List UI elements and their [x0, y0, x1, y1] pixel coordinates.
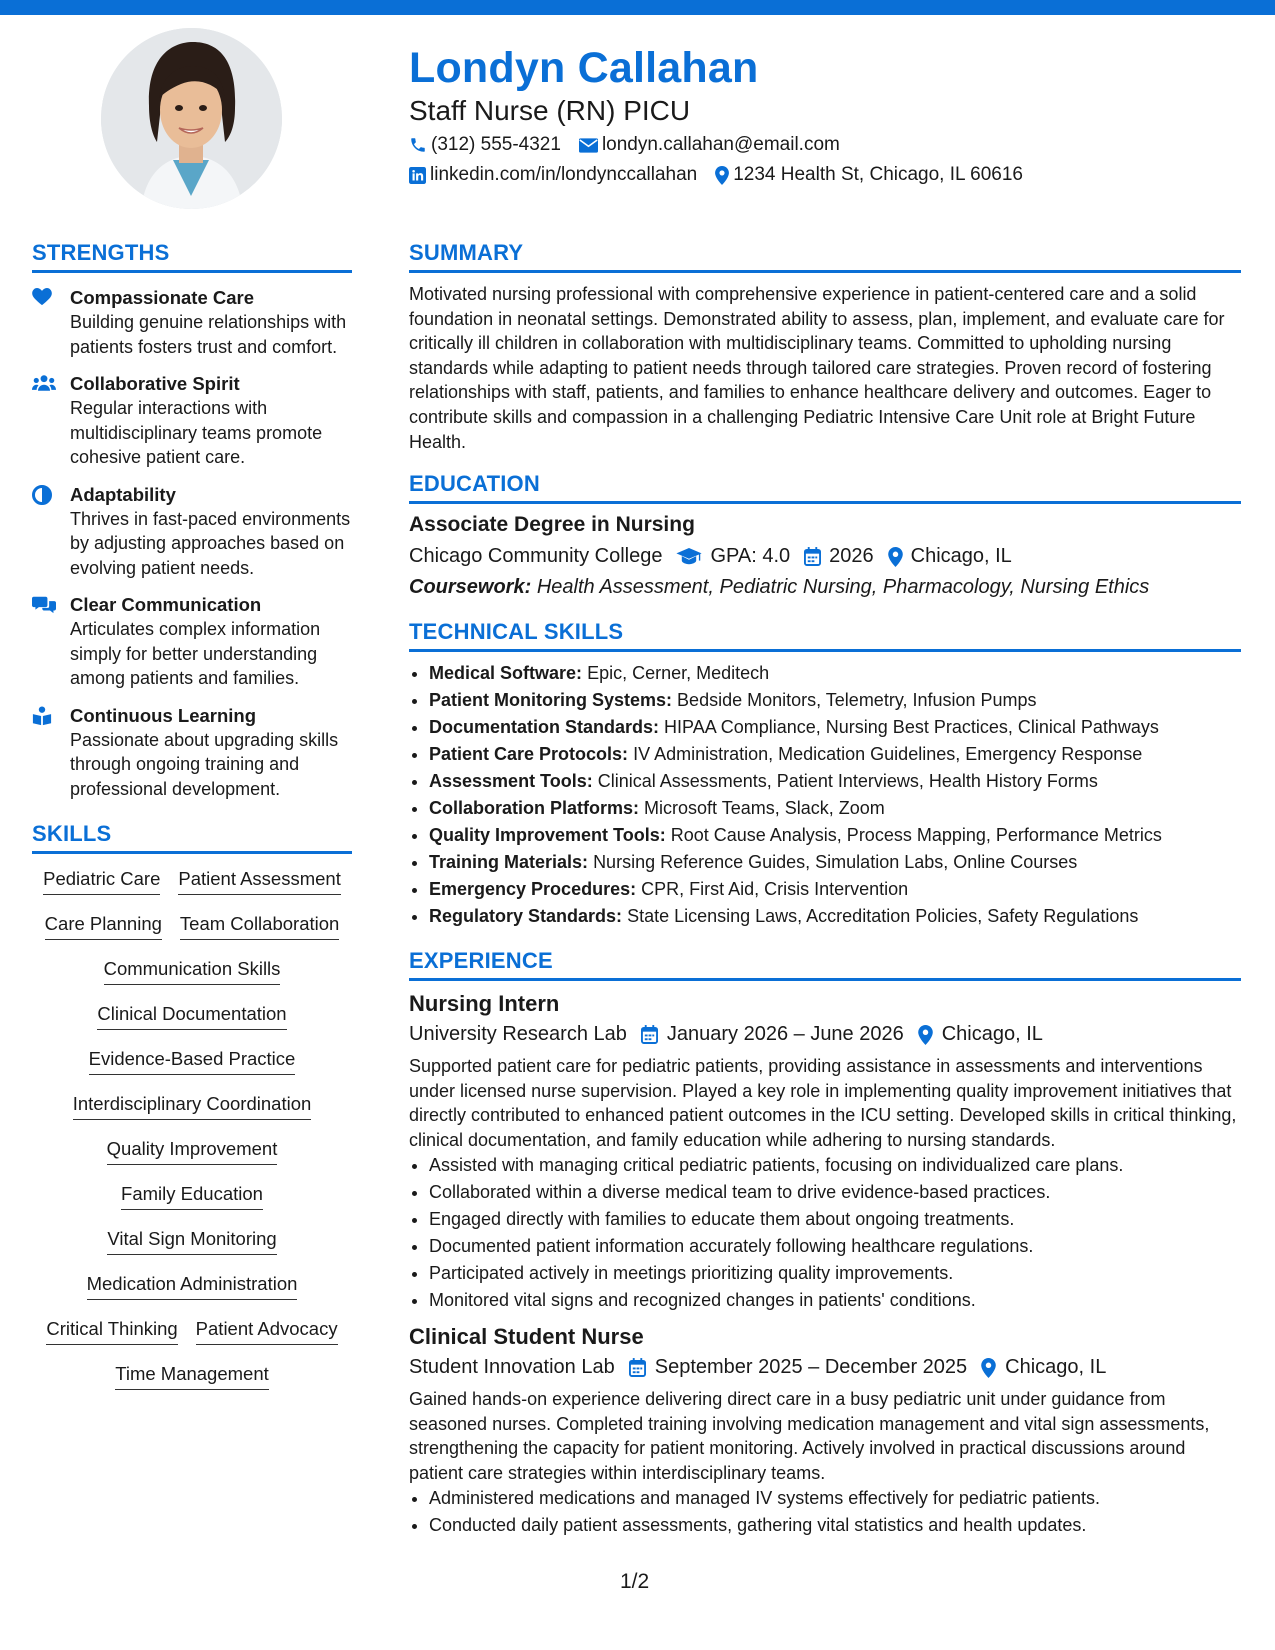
list-item: • Participated actively in meetings prioritizing quality improvements. [429, 1260, 1241, 1287]
location-pin-icon [715, 166, 729, 185]
company-name: University Research Lab [409, 1023, 627, 1046]
degree-title: Associate Degree in Nursing [409, 513, 695, 537]
candidate-title: Staff Nurse (RN) PICU [409, 95, 691, 126]
half-circle-icon [32, 485, 52, 505]
right-column [409, 240, 1241, 1539]
strength-desc: Passionate about upgrading skills through ongoing training and professional development. [70, 729, 339, 799]
summary-text: Motivated nursing professional with comprehensive experience in patient-centered care and a solid foundation in neonatal settings. Demonstrated ability to assess, plan, implement, and evaluate care for critically ill children in collaboration with multidisciplinary teams. Committed to upholding nursing standards while adapting to patient needs through tailored care strategies. Proven record of fostering relationships with staff, patients, and families to enhance healthcare delivery and outcomes. Eager to contribute skills and compassion in a challenging Pediatric Intensive Care Unit role at Bright Future Health. [409, 284, 1225, 452]
skill-value: Clinical Assessments, Patient Interviews, Health History Forms [597, 771, 1098, 792]
strength-desc: Articulates complex information simply for better understanding among patients and families. [70, 619, 321, 688]
skills-heading: SKILLS [32, 821, 352, 854]
skill-value: Microsoft Teams, Slack, Zoom [644, 798, 885, 819]
experience-entry [409, 991, 1241, 1314]
experience-heading: EXPERIENCE [409, 948, 1241, 981]
strength-desc: Thrives in fast-paced environments by adjusting approaches based on evolving patient needs. [70, 508, 351, 578]
job-dates: January 2026 – June 2026 [666, 1023, 904, 1046]
location-pin-icon [888, 547, 903, 567]
linkedin-text: linkedin.com/in/londynccallahan [430, 164, 698, 185]
skill-label: Quality Improvement Tools: [429, 825, 666, 846]
list-item: • Assisted with managing critical pediatric patients, focusing on individualized care plans. [429, 1152, 1241, 1179]
skill-value: Bedside Monitors, Telemetry, Infusion Pumps [677, 690, 1037, 711]
profile-photo [101, 28, 282, 209]
skill-tag: Pediatric Care [43, 868, 160, 895]
job-description: Gained hands-on experience delivering direct care in a busy pediatric unit under guidance from seasoned nurses. Completed training involving medication management and vital sign assessments, strengthening the capacity for patient monitoring. Actively involved in practical discussions around patient care strategies within interdisciplinary teams. [409, 1389, 1210, 1483]
list-item: • Monitored vital signs and recognized changes in patients' conditions. [429, 1287, 1241, 1314]
phone-contact[interactable] [409, 134, 561, 156]
job-description: Supported patient care for pediatric patients, providing assistance in assessments and interventions under licensed nurse supervision. Played a key role in implementing quality improvement initiatives that directly contributed to enhanced patient outcomes in the ICU setting. Developed skills in critical thinking, clinical documentation, and family education while adhering to nursing standards. [409, 1056, 1237, 1150]
email-contact[interactable] [579, 134, 840, 156]
skill-label: Documentation Standards: [429, 717, 660, 738]
job-title: Nursing Intern [409, 991, 560, 1017]
location-pin-icon [918, 1025, 933, 1045]
skill-tag: Patient Assessment [178, 868, 340, 895]
list-item [429, 822, 1241, 849]
candidate-name: Londyn Callahan [409, 44, 759, 92]
skill-value: IV Administration, Medication Guidelines, Emergency Response [633, 744, 1143, 765]
job-dates: September 2025 – December 2025 [654, 1356, 968, 1379]
address-contact [715, 164, 1023, 186]
chat-bubbles-icon [32, 595, 56, 614]
list-item: • Collaborated within a diverse medical team to drive evidence-based practices. [429, 1179, 1241, 1206]
list-item [429, 741, 1241, 768]
job-meta [409, 1023, 1241, 1046]
company-name: Student Innovation Lab [409, 1356, 615, 1379]
strength-item [32, 593, 352, 691]
strength-title: Continuous Learning [70, 704, 257, 726]
list-item [429, 795, 1241, 822]
envelope-icon [579, 138, 598, 153]
skill-label: Medical Software: [429, 663, 583, 684]
skill-label: Regulatory Standards: [429, 906, 623, 927]
phone-text: (312) 555-4321 [431, 134, 561, 155]
calendar-icon [804, 547, 821, 566]
list-item [429, 903, 1241, 930]
skill-tag: Team Collaboration [180, 913, 339, 940]
list-item: • Conducted daily patient assessments, gathering vital statistics and health updates. [429, 1512, 1241, 1539]
job-title: Clinical Student Nurse [409, 1324, 644, 1350]
coursework-list: Health Assessment, Pediatric Nursing, Pharmacology, Nursing Ethics [536, 576, 1150, 599]
education-location: Chicago, IL [910, 545, 1012, 568]
location-pin-icon [981, 1358, 996, 1378]
skill-label: Emergency Procedures: [429, 879, 637, 900]
technical-skills-list [409, 660, 1241, 930]
skill-tag: Evidence-Based Practice [89, 1048, 296, 1075]
list-item: • Administered medications and managed IV systems effectively for pediatric patients. [429, 1485, 1241, 1512]
book-reader-icon [32, 706, 52, 726]
job-bullets [409, 1152, 1241, 1314]
skill-tag: Critical Thinking [46, 1318, 177, 1345]
strength-item [32, 704, 352, 802]
skill-tag: Family Education [121, 1183, 263, 1210]
linkedin-contact[interactable] [409, 164, 697, 186]
strength-item [32, 286, 352, 359]
technical-skills-heading: TECHNICAL SKILLS [409, 619, 1241, 652]
skill-value: CPR, First Aid, Crisis Intervention [641, 879, 909, 900]
top-accent-bar [0, 0, 1275, 15]
skill-label: Training Materials: [429, 852, 589, 873]
list-item [429, 660, 1241, 687]
strength-title: Compassionate Care [70, 287, 255, 308]
skill-label: Patient Monitoring Systems: [429, 690, 673, 711]
calendar-icon [629, 1358, 646, 1377]
list-item [429, 687, 1241, 714]
skills-list [32, 868, 352, 1408]
contact-row-1 [409, 134, 858, 156]
email-text: londyn.callahan@email.com [601, 134, 840, 155]
job-bullets [409, 1485, 1241, 1539]
strength-desc: Building genuine relationships with patients fosters trust and comfort. [70, 312, 347, 357]
job-meta [409, 1356, 1241, 1379]
education-meta [409, 545, 1241, 568]
skill-value: State Licensing Laws, Accreditation Policies, Safety Regulations [627, 906, 1139, 927]
list-item [429, 768, 1241, 795]
list-item [429, 876, 1241, 903]
job-location: Chicago, IL [941, 1023, 1043, 1046]
skill-tag: Clinical Documentation [97, 1003, 286, 1030]
coursework [409, 576, 1241, 599]
strengths-heading: STRENGTHS [32, 240, 352, 273]
job-location: Chicago, IL [1005, 1356, 1107, 1379]
strength-desc: Regular interactions with multidisciplinary teams promote cohesive patient care. [70, 398, 323, 467]
skill-value: Epic, Cerner, Meditech [587, 663, 770, 684]
strength-title: Collaborative Spirit [70, 373, 240, 394]
strength-title: Adaptability [70, 483, 176, 505]
graduation-year: 2026 [829, 545, 874, 568]
strength-item [32, 483, 352, 581]
experience-entry [409, 1324, 1241, 1539]
graduation-cap-icon [676, 548, 702, 566]
users-icon [32, 374, 56, 392]
skill-value: Root Cause Analysis, Process Mapping, Performance Metrics [670, 825, 1162, 846]
skill-tag: Medication Administration [87, 1273, 298, 1300]
skill-value: HIPAA Compliance, Nursing Best Practices, Clinical Pathways [664, 717, 1159, 738]
skill-tag: Care Planning [45, 913, 162, 940]
strength-item [32, 372, 352, 470]
page-number: 1/2 [620, 1570, 650, 1593]
skill-label: Assessment Tools: [429, 771, 593, 792]
list-item [429, 714, 1241, 741]
list-item: • Engaged directly with families to educate them about ongoing treatments. [429, 1206, 1241, 1233]
skill-tag: Patient Advocacy [196, 1318, 338, 1345]
calendar-icon [641, 1025, 658, 1044]
gpa-text: GPA: 4.0 [710, 545, 791, 568]
list-item: • Documented patient information accurately following healthcare regulations. [429, 1233, 1241, 1260]
address-text: 1234 Health St, Chicago, IL 60616 [733, 164, 1023, 185]
skill-value: Nursing Reference Guides, Simulation Labs, Online Courses [593, 852, 1078, 873]
skill-tag: Vital Sign Monitoring [107, 1228, 276, 1255]
strength-title: Clear Communication [70, 594, 262, 615]
summary-heading: SUMMARY [409, 240, 1241, 273]
skill-tag: Communication Skills [104, 958, 281, 985]
school-name: Chicago Community College [409, 545, 663, 568]
left-column [32, 240, 352, 1408]
skill-tag: Time Management [115, 1363, 269, 1390]
education-heading: EDUCATION [409, 471, 1241, 504]
skill-label: Collaboration Platforms: [429, 798, 640, 819]
phone-icon [409, 136, 427, 154]
list-item [429, 849, 1241, 876]
skill-label: Patient Care Protocols: [429, 744, 629, 765]
heart-icon [32, 288, 52, 306]
linkedin-icon [409, 167, 426, 184]
contact-row-2 [409, 164, 1041, 186]
skill-tag: Quality Improvement [107, 1138, 278, 1165]
skill-tag: Interdisciplinary Coordination [73, 1093, 312, 1120]
coursework-label: Coursework: [409, 576, 532, 599]
